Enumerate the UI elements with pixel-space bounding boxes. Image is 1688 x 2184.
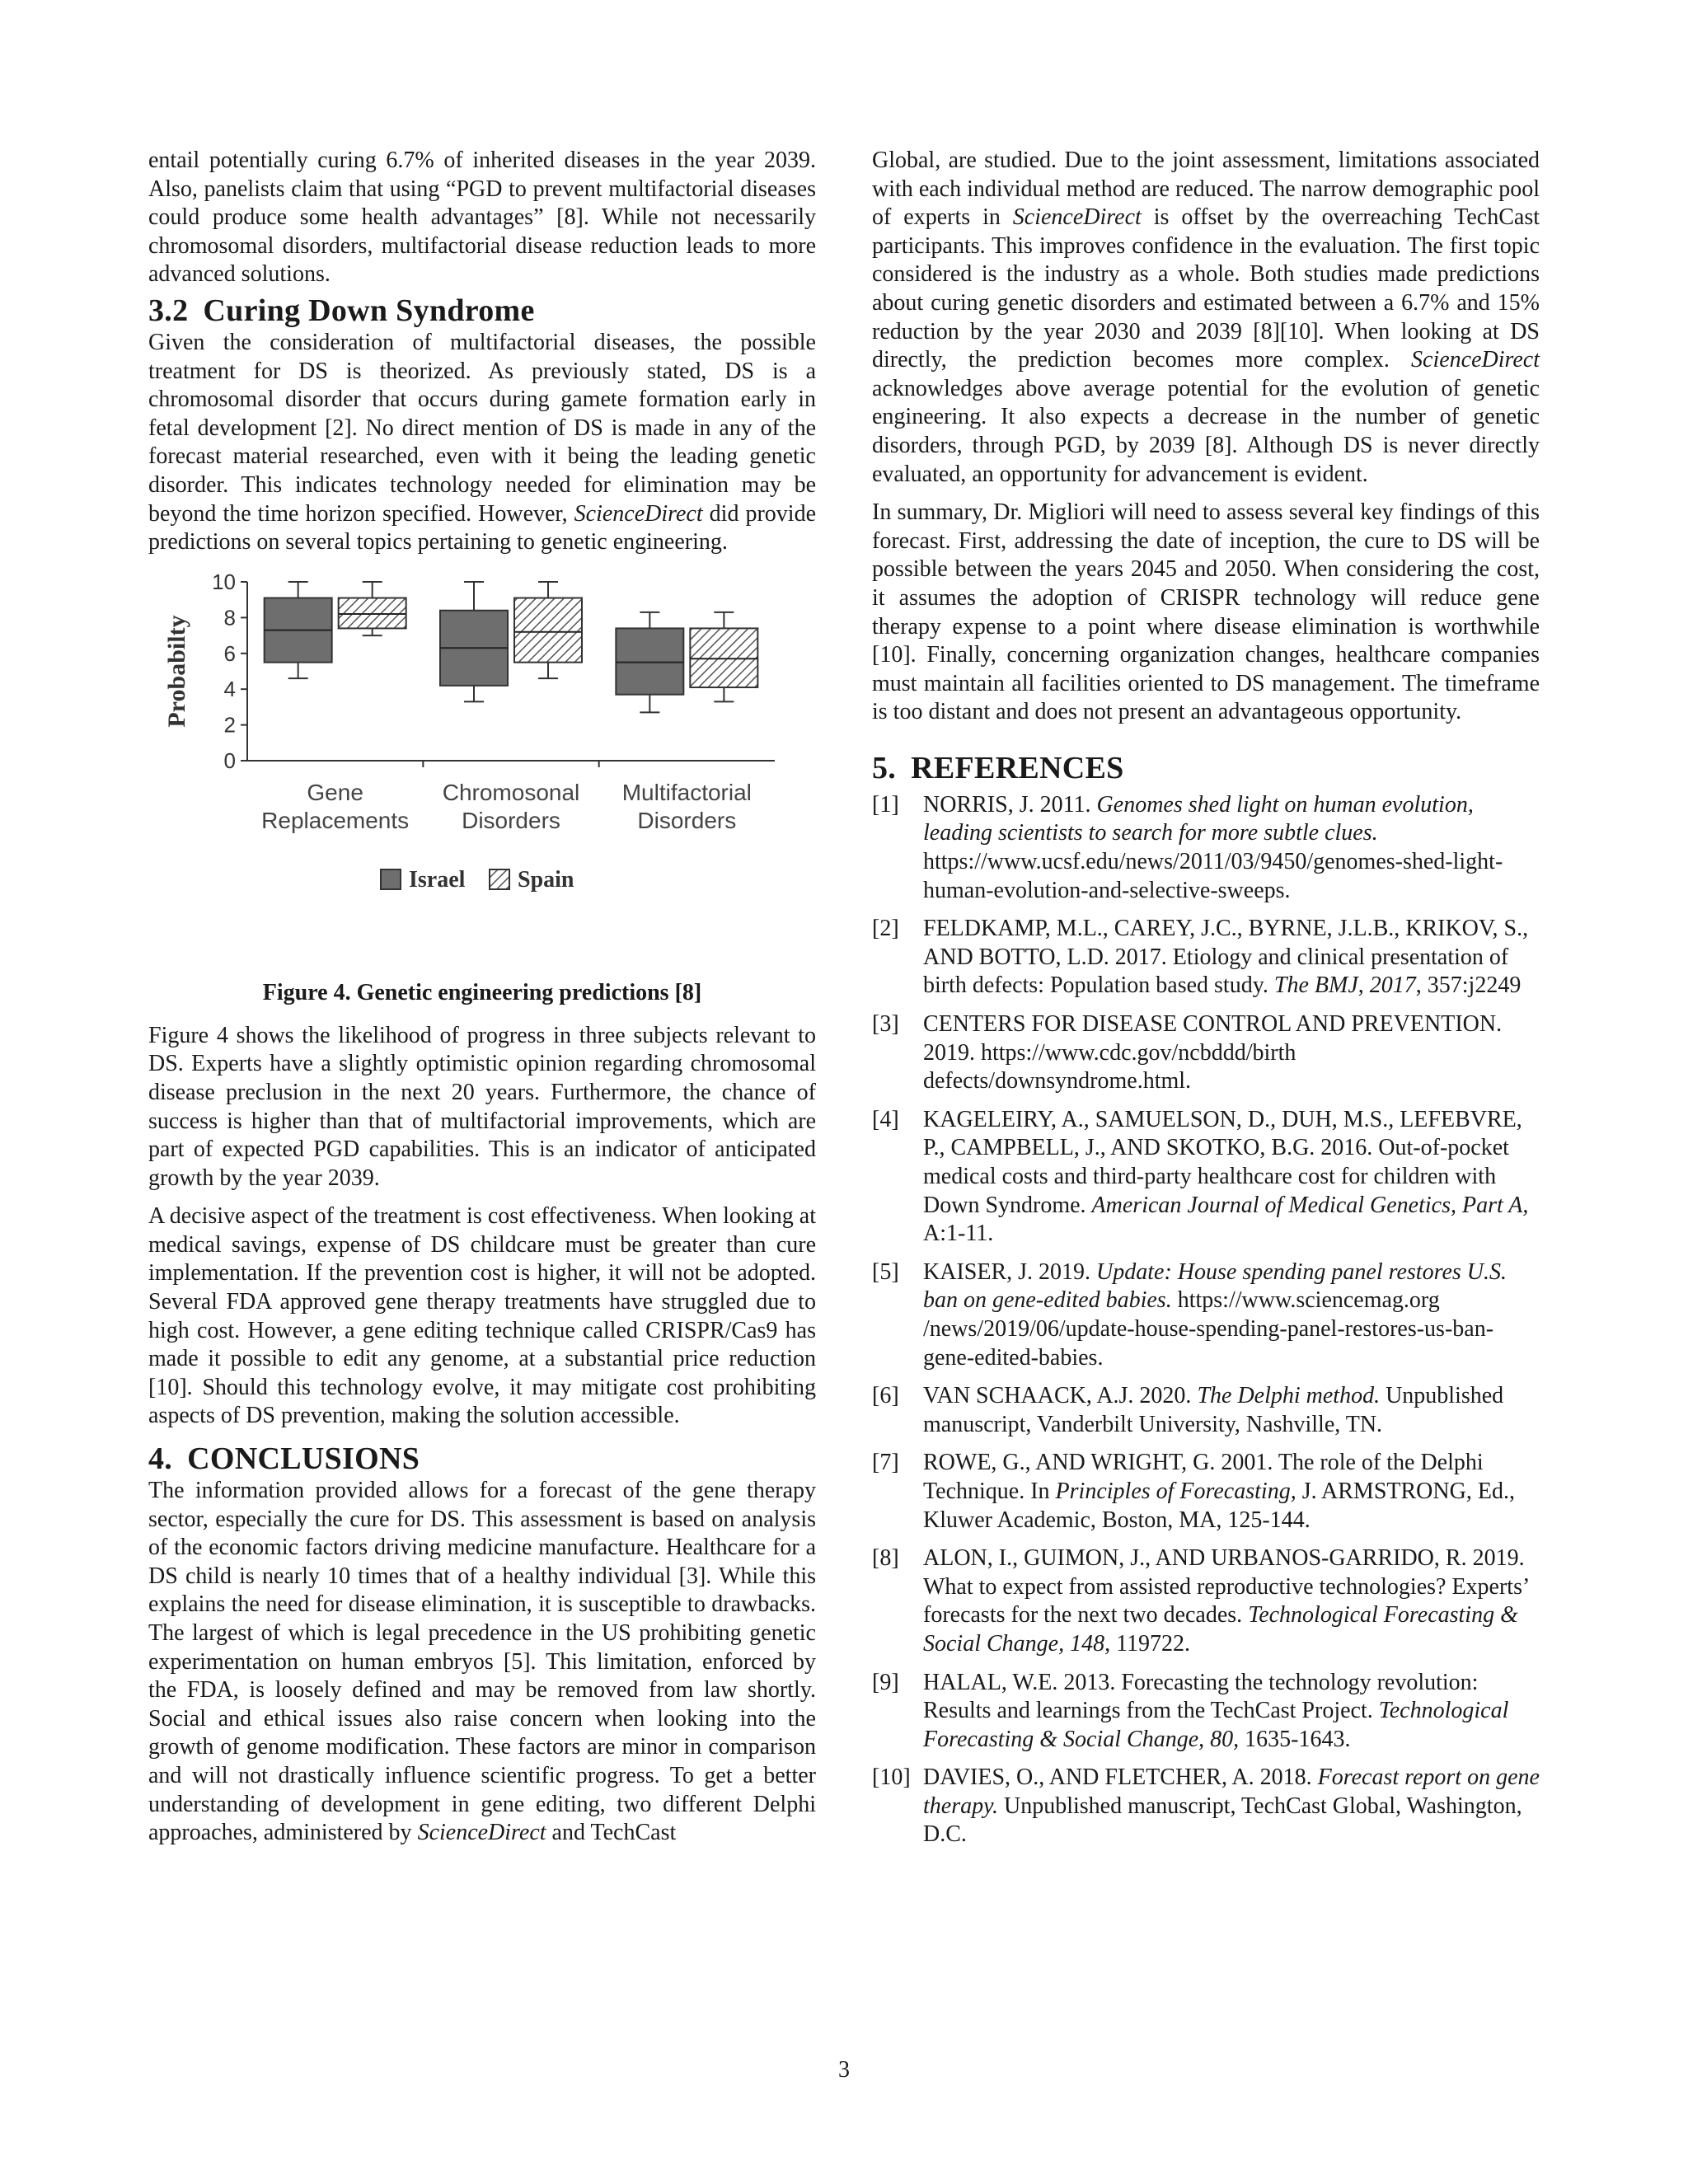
text-run: KAISER, J. 2019. <box>923 1258 1097 1285</box>
y-tick-label: 8 <box>223 605 236 630</box>
reference-text <box>923 1449 1540 1535</box>
text-run: acknowledges above average potential for the evolution of genetic engineering. It also expects a decrease in the number of genetic disorders, through PGD, by 2039 [8]. Although DS is never directly evaluated, an opportunity for advancement is evident. <box>872 375 1540 487</box>
figure-caption: Figure 4. Genetic engineering predictions [8] <box>262 979 702 1005</box>
text-run: , 357:j2249 <box>1415 972 1522 999</box>
reference-text <box>923 1010 1540 1096</box>
text-run: https://www.sciencemag.org /news/2019/06/update-house-spending-panel-restores-us-ban-gene-edited-babies. <box>923 1287 1494 1371</box>
category-label: Disorders <box>637 807 737 833</box>
text-run: Global, are studied. Due to the joint assessment, limitations associated with each individual method are reduced. The narrow demographic pool of experts in <box>872 148 1540 231</box>
section-4-heading <box>148 1441 816 1477</box>
italic-run: American Journal of Medical Genetics, Part A, <box>1091 1192 1529 1218</box>
category-label: Replacements <box>261 807 410 833</box>
text-run: ALON, I., GUIMON, J., AND URBANOS-GARRIDO, R. 2019. What to expect from assisted reproductive technologies? Experts’ forecasts for the next two decades. <box>923 1545 1529 1629</box>
legend-swatch-spain <box>490 869 509 889</box>
box-spain <box>514 598 582 662</box>
text-run: A:1-11. <box>923 1221 994 1247</box>
reference-item <box>872 1544 1540 1658</box>
conclusions-paragraph <box>148 1477 816 1848</box>
reference-item <box>872 1258 1540 1372</box>
text-run: 1635-1643. <box>1239 1726 1351 1752</box>
intro-paragraph: entail potentially curing 6.7% of inherited diseases in the year 2039. Also, panelists claim that using “PGD to prevent multifactorial diseases could produce some health advantages” [8]. While not necessarily chromosomal disorders, multifactorial disease reduction leads to more advanced solutions. <box>148 148 816 288</box>
figure-4 <box>148 565 816 977</box>
reference-number: [7] <box>872 1450 899 1476</box>
text-run: VAN SCHAACK, A.J. 2020. <box>923 1383 1198 1409</box>
italic-source-name: ScienceDirect <box>1012 204 1142 231</box>
figure-discussion-paragraph: Figure 4 shows the likelihood of progress in three subjects relevant to DS. Experts have a slightly optimistic opinion regarding chromosomal disease preclusion in the next 20 years. Furthermore, the chance of success is higher than that of multifactorial improvements, which are part of expected PGD capabilities. This is an indicator of anticipated growth by the year 2039. <box>148 1022 816 1191</box>
reference-text <box>923 1258 1540 1372</box>
reference-item <box>872 1449 1540 1535</box>
section-number: 5. <box>872 750 897 785</box>
reference-number: [5] <box>872 1258 899 1285</box>
box-israel <box>616 628 683 694</box>
reference-text <box>923 915 1540 1001</box>
box-spain <box>690 628 757 687</box>
reference-item <box>872 1010 1540 1096</box>
y-tick-label: 0 <box>223 748 236 773</box>
references-list <box>872 791 1540 1849</box>
text-run: J. ARMSTRONG, Ed., Kluwer Academic, Boston, MA, 125-144. <box>923 1478 1515 1533</box>
reference-number: [8] <box>872 1545 899 1572</box>
reference-item <box>872 1669 1540 1755</box>
text-run: DAVIES, O., AND FLETCHER, A. 2018. <box>923 1765 1318 1791</box>
category-label: Multifactorial <box>621 779 752 805</box>
y-tick-label: 10 <box>212 569 236 594</box>
y-axis-label: Probabilty <box>163 615 190 728</box>
reference-number: [9] <box>872 1669 899 1695</box>
page-number: 3 <box>838 2057 850 2083</box>
italic-run: 2017 <box>1369 972 1416 999</box>
left-column <box>148 147 816 1848</box>
italic-source-name: ScienceDirect <box>417 1820 546 1846</box>
text-run: and TechCast <box>546 1820 677 1846</box>
reference-item <box>872 791 1540 905</box>
y-tick-label: 2 <box>223 712 236 738</box>
legend-label-spain: Spain <box>518 866 574 893</box>
section-3-2-heading <box>148 293 816 329</box>
reference-text <box>923 1764 1540 1849</box>
reference-text <box>923 791 1540 905</box>
continuation-paragraph <box>872 147 1540 489</box>
reference-item <box>872 1764 1540 1849</box>
italic-run: The Delphi method. <box>1197 1383 1381 1409</box>
text-run: KAGELEIRY, A., SAMUELSON, D., DUH, M.S., LEFEBVRE, P., CAMPBELL, J., AND SKOTKO, B.G. 2016. Out-of-pocket medical costs and third-party healthcare cost for children with Down Syndrome. <box>923 1106 1522 1218</box>
category-label: Chromosonal <box>442 779 580 805</box>
reference-number: [10] <box>872 1765 911 1791</box>
summary-paragraph: In summary, Dr. Migliori will need to assess several key findings of this forecast. First, addressing the date of inception, the cure to DS will be possible between the years 2045 and 2050. When considering the cost, it assumes the adoption of CRISPR technology will reduce gene therapy expense to a point where disease elimination is worthwhile [10]. Finally, concerning organization changes, healthcare companies must maintain all facilities oriented to DS management. The timeframe is too distant and does not present an advantageous opportunity. <box>872 499 1540 725</box>
text-run: Unpublished manuscript, TechCast Global, Washington, D.C. <box>923 1793 1522 1848</box>
reference-text <box>923 1544 1540 1658</box>
italic-run: Technological Forecasting & Social Change, 80, <box>923 1698 1509 1752</box>
text-run: ROWE, G., AND WRIGHT, G. 2001. The role of the Delphi Technique. In <box>923 1450 1484 1504</box>
reference-number: [3] <box>872 1011 899 1038</box>
y-tick-label: 6 <box>223 640 236 666</box>
reference-text <box>923 1106 1540 1249</box>
reference-text <box>923 1669 1540 1755</box>
y-tick-label: 4 <box>223 676 236 701</box>
reference-number: [6] <box>872 1383 899 1409</box>
right-column <box>872 147 1540 1859</box>
section-5-heading <box>872 750 1540 786</box>
section-3-2-paragraph <box>148 329 816 557</box>
text-run: CENTERS FOR DISEASE CONTROL AND PREVENTION. 2019. https://www.cdc.gov/ncbddd/birth defects/downsyndrome.html. <box>923 1011 1503 1094</box>
italic-run: Forecast report on gene therapy. <box>923 1765 1540 1819</box>
italic-source-name: ScienceDirect <box>574 500 703 527</box>
text-run: Unpublished manuscript, Vanderbilt University, Nashville, TN. <box>923 1383 1504 1437</box>
text-run: 119722. <box>1110 1630 1191 1657</box>
section-number: 3.2 <box>148 293 189 328</box>
italic-run: Principles of Forecasting, <box>1055 1478 1296 1504</box>
italic-run: The BMJ <box>1273 972 1358 999</box>
reference-item <box>872 1106 1540 1249</box>
section-title: CONCLUSIONS <box>187 1441 420 1477</box>
text-run: Given the consideration of multifactorial diseases, the possible treatment for DS is theorized. As previously stated, DS is a chromosomal disorder that occurs during gamete formation early in fetal development [2]. No direct mention of DS is made in any of the forecast material researched, even with it being the leading genetic disorder. This indicates technology needed for elimination may be beyond the time horizon specified. However, <box>148 329 816 527</box>
text-run: https://www.ucsf.edu/news/2011/03/9450/genomes-shed-light-human-evolution-and-selective-sweeps. <box>923 849 1503 903</box>
text-run: HALAL, W.E. 2013. Forecasting the technology revolution: Results and learnings from the TechCast Project. <box>923 1669 1479 1724</box>
text-run: NORRIS, J. 2011. <box>923 791 1097 818</box>
section-title: REFERENCES <box>911 750 1124 785</box>
text-run: is offset by the overreaching TechCast participants. This improves confidence in the evaluation. The first topic considered is the industry as a whole. Both studies made predictions about curing genetic disorders and estimated between a 6.7% and 15% reduction by the year 2030 and 2039 [8][10]. When looking at DS directly, the prediction becomes more complex. <box>872 204 1540 373</box>
box-spain <box>339 598 406 628</box>
reference-item <box>872 915 1540 1001</box>
reference-number: [4] <box>872 1106 899 1132</box>
section-number: 4. <box>148 1441 173 1477</box>
legend-label-israel: Israel <box>409 866 466 893</box>
italic-run: Update: House spending panel restores U.S. ban on gene-edited babies. <box>923 1258 1507 1314</box>
category-label: Gene <box>307 779 363 805</box>
reference-text <box>923 1382 1540 1439</box>
italic-run: Genomes shed light on human evolution, leading scientists to search for more subtle clues. <box>923 791 1474 846</box>
text-run: did provide predictions on several topics pertaining to genetic engineering. <box>148 500 817 555</box>
text-run: The information provided allows for a forecast of the gene therapy sector, especially the cure for DS. This assessment is based on analysis of the economic factors driving medicine manufacture. Healthcare for a DS child is nearly 10 times that of a healthy individual [3]. While this explains the need for disease elimination, it is susceptible to drawbacks. The largest of which is legal precedence in the US prohibiting genetic experimentation on human embryos [5]. This limitation, enforced by the FDA, is loosely defined and may be removed from law shortly. Social and ethical issues also raise concern when looking into the growth of genome modification. These factors are minor in comparison and will not drastically influence scientific progress. To get a better understanding of development in gene editing, two different Delphi approaches, administered by <box>148 1478 816 1846</box>
reference-item <box>872 1382 1540 1439</box>
cost-paragraph: A decisive aspect of the treatment is cost effectiveness. When looking at medical savings, expense of DS childcare must be greater than cure implementation. If the prevention cost is higher, it will not be adopted. Several FDA approved gene therapy treatments have struggled due to high cost. However, a gene editing technique called CRISPR/Cas9 has made it possible to edit any genome, at a substantial price reduction [10]. Should this technology evolve, it may mitigate cost prohibiting aspects of DS prevention, making the solution accessible. <box>148 1203 816 1429</box>
reference-number: [2] <box>872 916 899 942</box>
italic-source-name: ScienceDirect <box>1411 347 1540 373</box>
section-title: Curing Down Syndrome <box>203 293 535 328</box>
legend-swatch-israel <box>381 869 401 889</box>
italic-run: Technological Forecasting & Social Change, 148, <box>923 1602 1518 1657</box>
text-run: FELDKAMP, M.L., CAREY, J.C., BYRNE, J.L.B., KRIKOV, S., AND BOTTO, L.D. 2017. Etiology and clinical presentation of birth defects: Population based study. <box>923 916 1529 999</box>
text-run: , <box>1357 972 1370 999</box>
category-label: Disorders <box>462 807 560 833</box>
box-plot-chart <box>148 565 816 977</box>
reference-number: [1] <box>872 791 899 818</box>
